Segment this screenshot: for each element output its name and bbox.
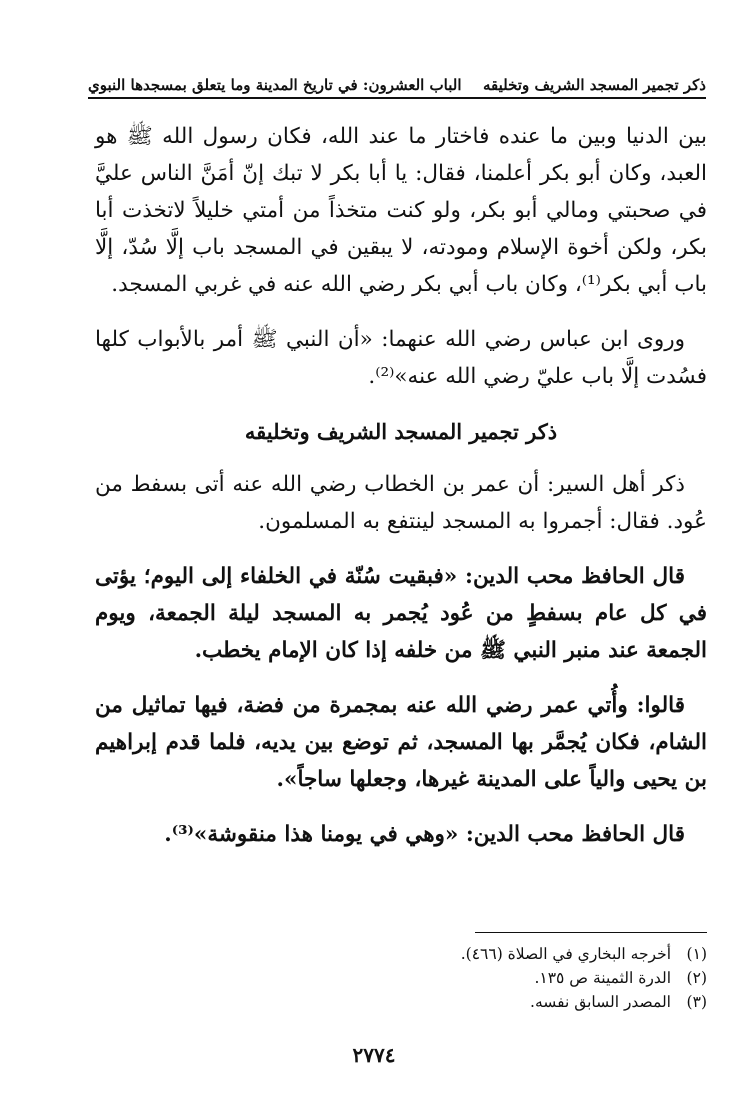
footnote-divider [475, 932, 707, 933]
paragraph: قال الحافظ محب الدين: «فبقيت سُنّة في الخلفاء إلى اليوم؛ يؤتى في كل عام بسفطٍ من عُود يُجمر به المسجد ليلة الجمعة، ويوم الجمعة عند منبر النبي ﷺ من خلفه إذا كان الإمام يخطب. [95, 564, 707, 663]
running-header [88, 64, 706, 94]
paragraph: وروى ابن عباس رضي الله عنهما: «أن النبي ﷺ أمر بالأبواب كلها فسُدت إلَّا باب عليّ رضي الله عنه»⁽²⁾. [95, 327, 707, 389]
paragraph: ذكر أهل السير: أن عمر بن الخطاب رضي الله عنه أتى بسفط من عُود. فقال: أجمروا به المسجد لينتفع به المسلمون. [95, 472, 707, 534]
section-heading: ذكر تجمير المسجد الشريف وتخليقه [244, 419, 558, 444]
footnote-text: الدرة الثمينة ص ١٣٥. [534, 969, 671, 987]
header-chapter-title: الباب العشرون: في تاريخ المدينة وما يتعلق بمسجدها النبوي [88, 76, 462, 94]
header-divider [88, 97, 706, 99]
footnote-number: (٢) [686, 969, 707, 987]
page-number: ٢٧٧٤ [352, 1043, 396, 1067]
footnote-number: (١) [686, 945, 707, 963]
footnote-text: أخرجه البخاري في الصلاة (٤٦٦). [460, 945, 671, 963]
footnote [300, 990, 707, 1014]
main-text [95, 118, 707, 871]
header-section-title: ذكر تجمير المسجد الشريف وتخليقه [483, 76, 706, 94]
paragraph: قالوا: وأُتي عمر رضي الله عنه بمجمرة من فضة، فيها تماثيل من الشام، فكان يُجمَّر بها المسجد، ثم توضع بين يديه، فلما قدم إبراهيم بن يحيى والياً على المدينة غيرها، وجعلها ساجاً». [95, 693, 707, 792]
footnote [300, 942, 707, 966]
footnotes [300, 942, 707, 1014]
footnote-number: (٣) [686, 993, 707, 1011]
paragraph: بين الدنيا وبين ما عنده فاختار ما عند الله، فكان رسول الله ﷺ هو العبد، وكان أبو بكر أعلمنا، فقال: يا أبا بكر لا تبك إنّ أمَنَّ الناس عليَّ في صحبتي ومالي أبو بكر، ولو كنت متخذاً من أمتي خليلاً لاتخذت أبا بكر، ولكن أخوة الإسلام ومودته، لا يبقين في المسجد باب إلَّا سُدّ، إلَّا باب أبي بكر⁽¹⁾، وكان باب أبي بكر رضي الله عنه في غربي المسجد. [95, 124, 707, 297]
paragraph: قال الحافظ محب الدين: «وهي في يومنا هذا منقوشة»⁽³⁾. [164, 822, 685, 847]
footnote-text: المصدر السابق نفسه. [530, 993, 671, 1011]
footnote [300, 966, 707, 990]
